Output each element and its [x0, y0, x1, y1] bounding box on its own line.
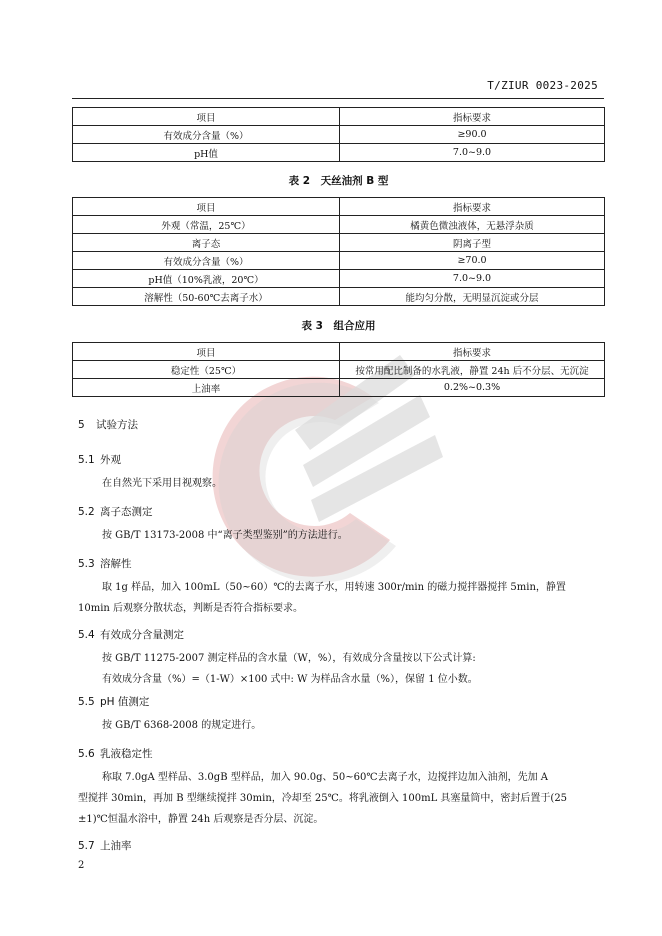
standard-code: T/ZIUR 0023-2025	[487, 79, 598, 92]
section-5-1-body	[78, 473, 604, 494]
header-cell: 项目	[73, 198, 340, 216]
value-cell: ≥70.0	[340, 252, 605, 270]
section-number: 5.2	[78, 506, 95, 518]
paragraph-line: ±1)℃恒温水浴中，静置 24h 后观察是否分层、沉淀。	[78, 814, 324, 825]
paragraph-line: 按 GB/T 13173-2008 中“离子类型鉴别”的方法进行。	[102, 530, 348, 541]
section-5-5-heading	[78, 694, 149, 709]
item-cell: 溶解性（50-60℃去离子水）	[73, 288, 340, 306]
section-number: 5.6	[78, 748, 95, 760]
header-cell: 指标要求	[340, 343, 605, 361]
table-row	[73, 216, 605, 234]
section-title: pH 值测定	[100, 696, 150, 708]
header-cell: 项目	[73, 108, 340, 126]
section-5-heading	[78, 417, 138, 432]
section-number: 5.4	[78, 629, 95, 641]
section-5-2-body	[78, 525, 604, 546]
section-title: 离子态测定	[100, 506, 153, 518]
table-row	[73, 361, 605, 379]
header-cell: 项目	[73, 343, 340, 361]
section-number: 5.5	[78, 696, 95, 708]
table-header-row	[73, 198, 605, 216]
section-title: 外观	[100, 454, 121, 466]
value-cell: ≥90.0	[340, 126, 605, 144]
paragraph-line: 型搅拌 30min，再加 B 型继续搅拌 30min，冷却至 25℃。将乳液倒入 100mL 具塞量筒中，密封后置于(25	[78, 793, 568, 804]
table-row	[73, 379, 605, 397]
value-cell: 7.0~9.0	[340, 144, 605, 162]
section-5-3-body	[78, 577, 604, 619]
item-cell: pH值（10%乳液，20℃）	[73, 270, 340, 288]
table-row	[73, 270, 605, 288]
paragraph-line: 取 1g 样品，加入 100mL（50~60）℃的去离子水，用转速 300r/min 的磁力搅拌器搅拌 5min，静置	[102, 582, 566, 593]
item-cell: pH值	[73, 144, 340, 162]
section-title: 试验方法	[96, 419, 138, 431]
page-number: 2	[78, 860, 85, 871]
formula-line: 有效成分含量（%）=（1-W）×100 式中: W 为样品含水量（%），保留 1 位小数。	[102, 674, 478, 685]
section-number: 5.3	[78, 558, 95, 570]
header-cell: 指标要求	[340, 198, 605, 216]
table-3	[72, 342, 605, 397]
item-cell: 有效成分含量（%）	[73, 126, 340, 144]
item-cell: 上油率	[73, 379, 340, 397]
section-5-7-heading	[78, 838, 132, 853]
section-title: 有效成分含量测定	[100, 629, 184, 641]
item-cell: 离子态	[73, 234, 340, 252]
table-row	[73, 144, 605, 162]
section-title: 上油率	[100, 840, 132, 852]
value-cell: 按常用配比制备的水乳液，静置 24h 后不分层、无沉淀	[340, 361, 605, 379]
value-cell: 橘黄色微浊液体，无悬浮杂质	[340, 216, 605, 234]
header-rule	[72, 98, 604, 99]
table-row	[73, 126, 605, 144]
section-number: 5.1	[78, 454, 95, 466]
paragraph-line: 按 GB/T 6368-2008 的规定进行。	[102, 720, 262, 731]
section-5-5-body	[78, 715, 604, 736]
table-2	[72, 197, 605, 306]
table-row	[73, 234, 605, 252]
table-1	[72, 107, 605, 162]
section-number: 5	[78, 419, 85, 431]
value-cell: 阴离子型	[340, 234, 605, 252]
section-5-6-body	[78, 767, 604, 830]
table-header-row	[73, 343, 605, 361]
item-cell: 稳定性（25℃）	[73, 361, 340, 379]
section-5-1-heading	[78, 452, 121, 467]
item-cell: 有效成分含量（%）	[73, 252, 340, 270]
value-cell: 7.0~9.0	[340, 270, 605, 288]
section-5-2-heading	[78, 504, 153, 519]
section-5-4-heading	[78, 627, 184, 642]
table-2-caption: 表 2 天丝油剂 B 型	[288, 175, 389, 187]
section-5-6-heading	[78, 746, 153, 761]
paragraph-line: 在自然光下采用目视观察。	[102, 478, 222, 489]
value-cell: 0.2%~0.3%	[340, 379, 605, 397]
paragraph-line: 按 GB/T 11275-2007 测定样品的含水量（W，%），有效成分含量按以下公式计算:	[102, 653, 476, 664]
section-5-4-body	[78, 648, 604, 690]
table-header-row	[73, 108, 605, 126]
item-cell: 外观（常温，25℃）	[73, 216, 340, 234]
paragraph-line: 10min 后观察分散状态，判断是否符合指标要求。	[78, 603, 304, 614]
section-title: 乳液稳定性	[100, 748, 153, 760]
header-cell: 指标要求	[340, 108, 605, 126]
paragraph-line: 称取 7.0gA 型样品、3.0gB 型样品，加入 90.0g、50~60℃去离子水，边搅拌边加入油剂，先加 A	[102, 772, 548, 783]
section-5-3-heading	[78, 556, 132, 571]
table-row	[73, 288, 605, 306]
table-row	[73, 252, 605, 270]
table-3-caption: 表 3 组合应用	[301, 320, 376, 332]
value-cell: 能均匀分散，无明显沉淀或分层	[340, 288, 605, 306]
section-number: 5.7	[78, 840, 95, 852]
section-title: 溶解性	[100, 558, 132, 570]
